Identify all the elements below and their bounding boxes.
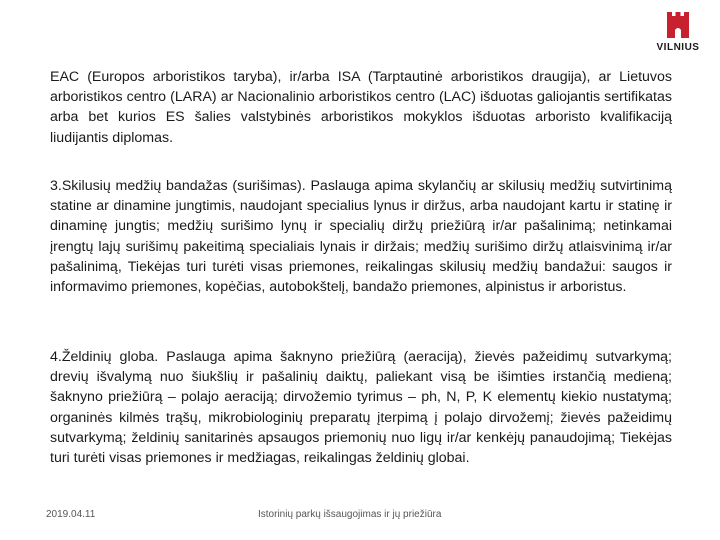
footer-title: Istorinių parkų išsaugojimas ir jų priežiūra (258, 509, 442, 520)
logo-text: VILNIUS (656, 42, 700, 53)
footer-date: 2019.04.11 (46, 509, 96, 520)
vilnius-logo (648, 10, 708, 66)
castle-tower-icon (665, 10, 691, 40)
paragraph-tree-care: 4.Želdinių globa. Paslauga apima šaknyno priežiūrą (aeraciją), žievės pažeidimų sutvarkymą; drevių išvalymą nuo šiukšlių ir pašalinių daiktų, paliekant visą be išimties irstančią medieną; šaknyno priežiūrą – polajo aeraciją; dirvožemio tyrimus – ph, N, P, K elementų kiekio nustatymą; organinės kilmės trąšų, mikrobiologinių preparatų įterpimą į polajo dirvožemį; žievės pažeidimų sutvarkymą; želdinių sanitarinės apsaugos priemonių nuo ligų ir/ar kenkėjų panaudojimą; Tiekėjas turi turėti visas priemones ir medžiagas, reikalingas želdinių globai. (50, 349, 672, 467)
paragraph-tree-bracing: 3.Skilusių medžių bandažas (surišimas). Paslauga apima skylančių ar skilusių medžių sutvirtinimą statine ar dinamine jungtimis, naudojant specialius lynus ir diržus, arba naudojant kartu ir statinę ir dinaminę jungtis; medžių surišimo lynų ir specialių diržų priežiūrą ir/ar pašalinimą; netinkamai įrengtų lajų surišimų pakeitimą specialiais lynais ir diržais; medžių surišimo diržų atlaisvinimą ir/ar pašalinimą, Tiekėjas turi turėti visas priemones, reikalingas skilusių medžių bandažui: saugos ir informavimo priemones, kopėčias, autobokštelį, bandažo priemones, alpinistus ir arboristus. (50, 178, 672, 296)
paragraph-certification: EAC (Europos arboristikos taryba), ir/arba ISA (Tarptautinė arboristikos draugija), ar Lietuvos arboristikos centro (LARA) ar Nacionalinio arboristikos centro (LAC) išduotas galiojantis sertifikatas arba bet kurios ES šalies valstybinės arboristikos mokyklos išduotas arboristo kvalifikaciją liudijantis diplomas. (50, 69, 672, 146)
